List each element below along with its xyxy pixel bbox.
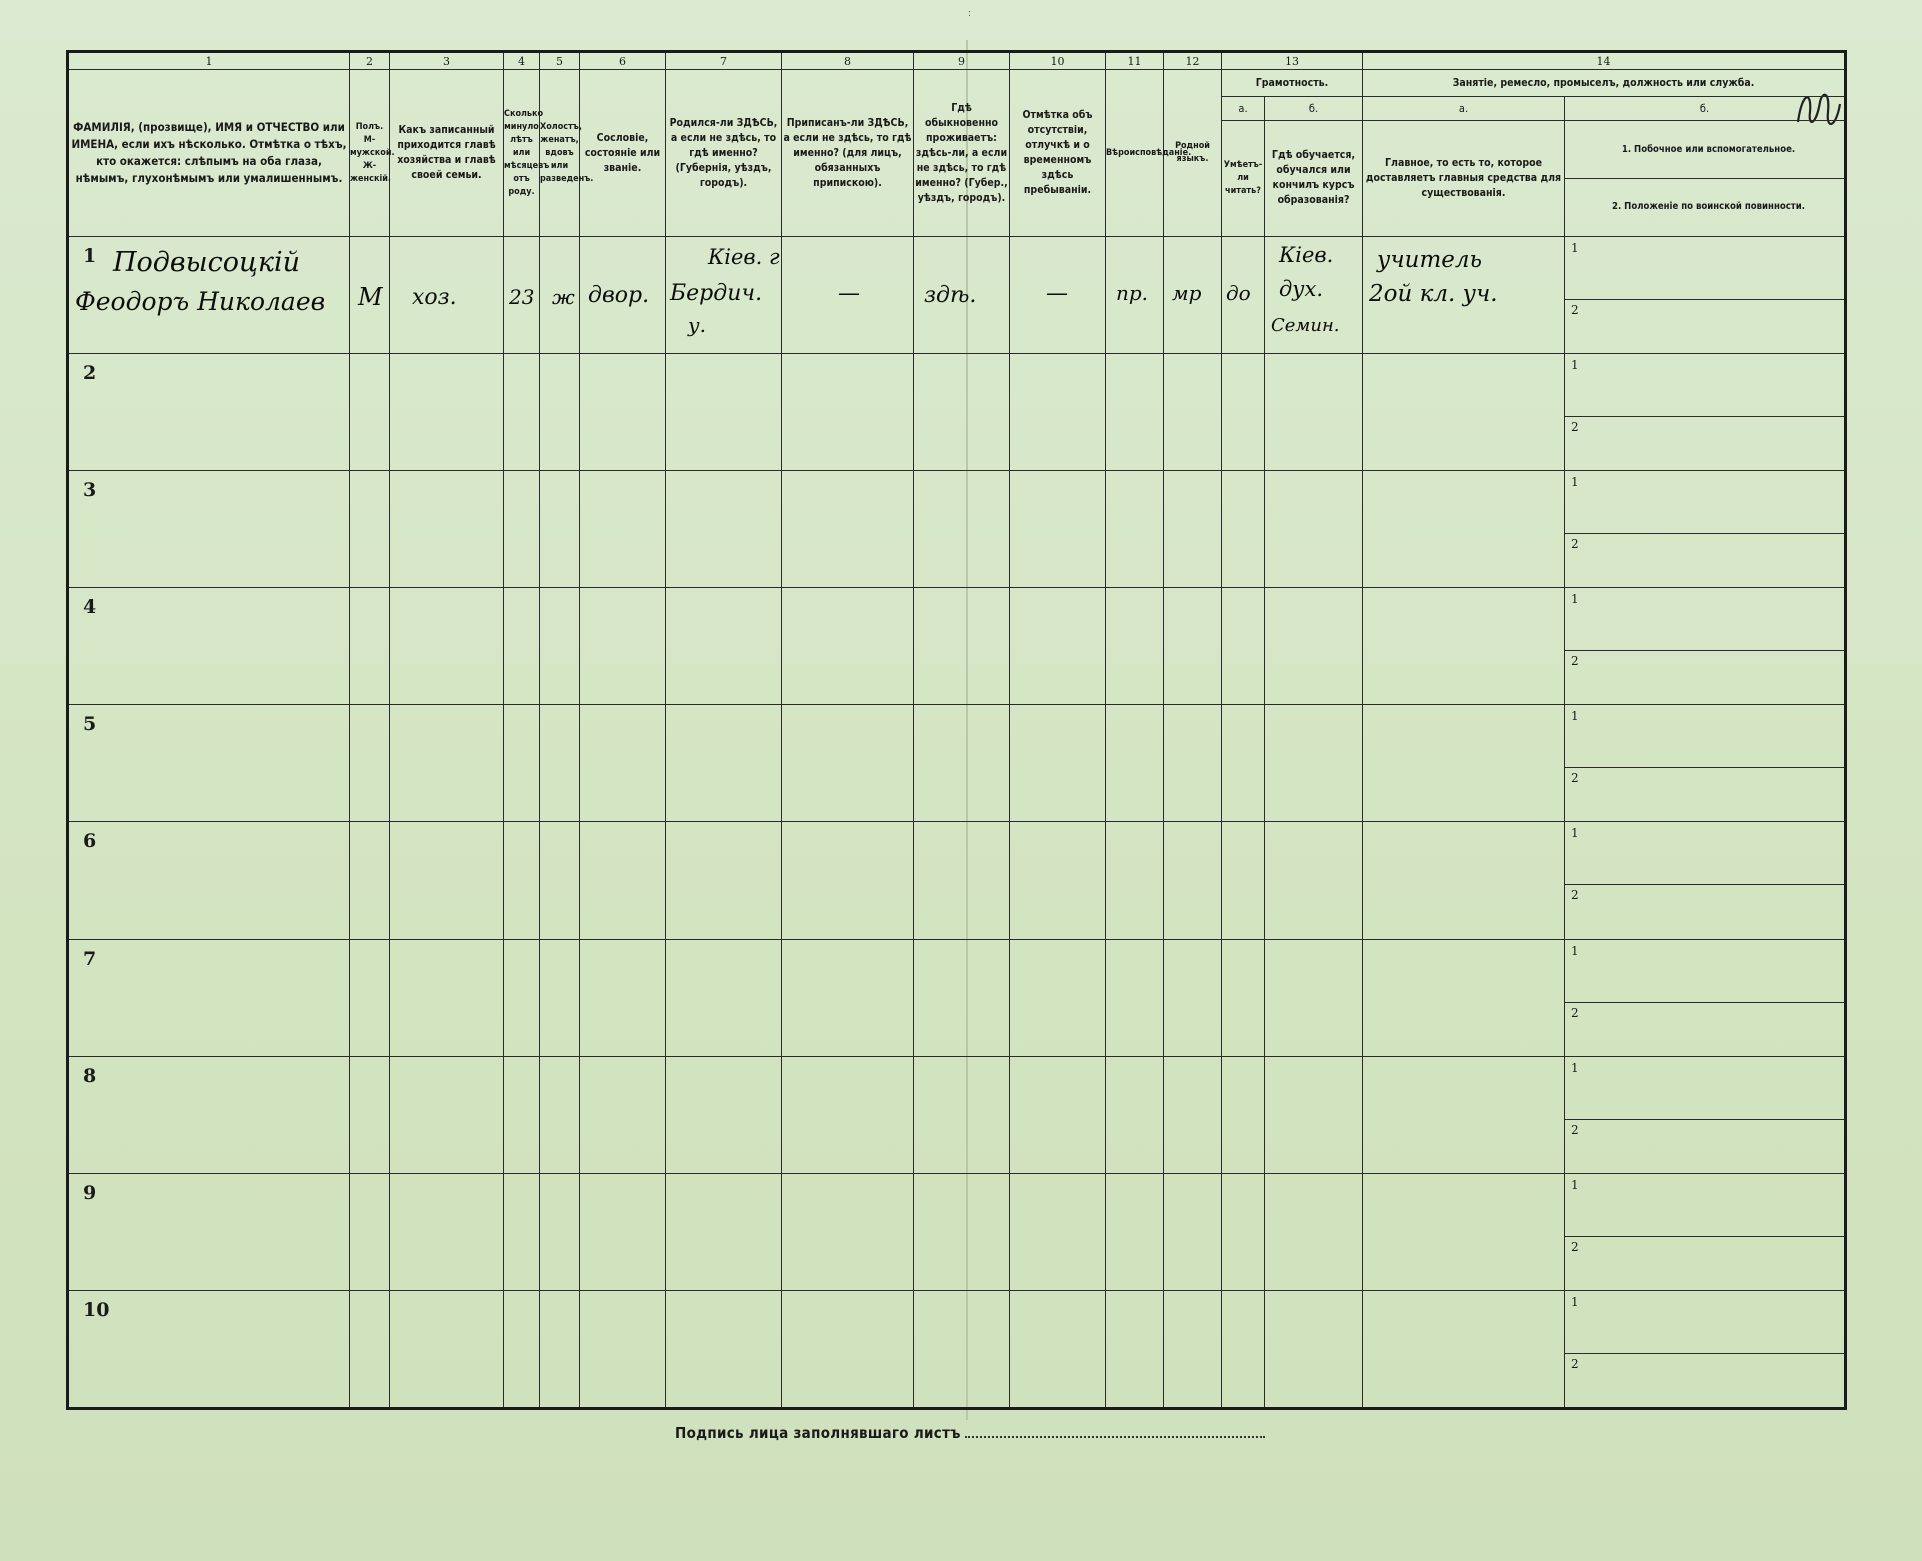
row-cell-col-9[interactable] — [914, 1056, 1010, 1173]
row-cell-col-4[interactable] — [504, 354, 540, 471]
row-cell-col-6[interactable] — [580, 822, 666, 939]
row-cell-col-8[interactable] — [782, 588, 914, 705]
sub-line-2-label: 2 — [1571, 537, 1579, 552]
colnum-13: 13 — [1222, 52, 1363, 70]
row-name-cell[interactable] — [68, 939, 350, 1056]
row-secondary-cell[interactable] — [1565, 822, 1846, 939]
signature-line — [675, 1424, 1265, 1442]
sub-divider — [1565, 1119, 1844, 1120]
header-absence: Отмѣтка объ отсутствіи, отлучкѣ и о временномъ здѣсь пребываніи. — [1010, 70, 1106, 237]
row-cell-col-4[interactable] — [504, 939, 540, 1056]
header-14b-label: б. — [1565, 97, 1846, 120]
row-cell-col-13[interactable] — [1222, 705, 1265, 822]
entry-birthplace-3: у. — [688, 313, 706, 337]
sub-line-2-label: 2 — [1571, 1005, 1579, 1020]
entry-education-3: Семин. — [1271, 315, 1340, 336]
header-language: Родной языкъ. — [1164, 70, 1222, 237]
row-cell-col-9[interactable] — [914, 705, 1010, 822]
row-cell-col-10[interactable] — [1010, 237, 1106, 354]
row-secondary-cell[interactable] — [1565, 705, 1846, 822]
row-name-cell[interactable] — [68, 471, 350, 588]
header-sex: Полъ. М-мужской. Ж-женскій. — [350, 70, 390, 237]
row-cell-col-3[interactable] — [390, 588, 504, 705]
colnum-6: 6 — [580, 52, 666, 70]
table-row — [68, 588, 1846, 705]
header-estate: Сословіе, состояніе или званіе. — [580, 70, 666, 237]
row-cell-col-11[interactable] — [1106, 822, 1164, 939]
header-birthplace: Родился-ли ЗДѢСЬ, а если не здѣсь, то гдѣ именно? (Губернія, уѣздъ, городъ). — [666, 70, 782, 237]
sub-line-2-label: 2 — [1571, 1356, 1579, 1371]
header-row-1 — [68, 70, 1846, 97]
row-number: 3 — [83, 479, 97, 502]
row-cell-col-13[interactable] — [1222, 939, 1265, 1056]
row-cell-col-6[interactable] — [580, 471, 666, 588]
row-secondary-cell[interactable] — [1565, 1173, 1846, 1290]
row-number: 5 — [83, 713, 97, 736]
row-cell-col-11[interactable] — [1106, 354, 1164, 471]
header-age: Сколько минуло лѣтъ или мѣсяцевъ отъ роду. — [504, 70, 540, 237]
row-cell-col-3[interactable] — [390, 354, 504, 471]
sub-divider — [1565, 650, 1844, 651]
header-occupation: Занятіе, ремесло, промыселъ, должность или служба. — [1363, 70, 1846, 97]
row-cell-col-8[interactable] — [782, 354, 914, 471]
sub-divider — [1565, 767, 1844, 768]
header-literacy: Грамотность. — [1222, 70, 1363, 97]
sub-divider — [1565, 884, 1844, 885]
row-cell-col-5[interactable] — [540, 471, 580, 588]
row-cell-col-15[interactable] — [1363, 588, 1565, 705]
sub-line-1-label: 1 — [1571, 475, 1579, 490]
row-cell-col-5[interactable] — [540, 588, 580, 705]
row-cell-col-14[interactable] — [1265, 822, 1363, 939]
row-cell-col-3[interactable] — [390, 705, 504, 822]
entry-sex: М — [358, 283, 383, 311]
row-secondary-cell[interactable] — [1565, 1056, 1846, 1173]
signature-label: Подпись лица заполнявшаго листъ — [675, 1424, 961, 1442]
row-cell-col-14[interactable] — [1265, 354, 1363, 471]
row-cell-col-4[interactable] — [504, 1173, 540, 1290]
row-cell-col-11[interactable] — [1106, 705, 1164, 822]
header-secondary-occupation — [1565, 120, 1846, 236]
colnum-4: 4 — [504, 52, 540, 70]
row-secondary-cell[interactable] — [1565, 354, 1846, 471]
row-name-cell[interactable] — [68, 1056, 350, 1173]
sub-line-1-label: 1 — [1571, 826, 1579, 841]
entry-marital: ж — [552, 285, 575, 309]
sub-line-2-label: 2 — [1571, 771, 1579, 786]
row-cell-col-3[interactable] — [390, 237, 504, 354]
row-secondary-cell[interactable] — [1565, 939, 1846, 1056]
row-cell-col-13[interactable] — [1222, 588, 1265, 705]
row-secondary-cell[interactable] — [1565, 471, 1846, 588]
row-cell-col-4[interactable] — [504, 588, 540, 705]
row-name-cell[interactable] — [68, 822, 350, 939]
sub-line-2-label: 2 — [1571, 420, 1579, 435]
entry-absence: — — [1046, 281, 1068, 306]
row-cell-col-8[interactable] — [782, 939, 914, 1056]
table-row — [68, 705, 1846, 822]
row-cell-col-5[interactable] — [540, 1056, 580, 1173]
row-cell-col-13[interactable] — [1222, 1173, 1265, 1290]
row-cell-col-4[interactable] — [504, 705, 540, 822]
row-name-cell[interactable] — [68, 1173, 350, 1290]
header-registered: Приписанъ-ли ЗДѢСЬ, а если не здѣсь, то гдѣ именно? (для лицъ, обязанныхъ припискою). — [782, 70, 914, 237]
row-number: 8 — [83, 1064, 97, 1087]
sub-divider — [1565, 1353, 1844, 1354]
row-cell-col-7[interactable] — [666, 1056, 782, 1173]
colnum-5: 5 — [540, 52, 580, 70]
row-cell-col-6[interactable] — [580, 1173, 666, 1290]
row-cell-col-13[interactable] — [1222, 1290, 1265, 1408]
table-row — [68, 354, 1846, 471]
row-cell-col-4[interactable] — [504, 471, 540, 588]
sub-divider — [1565, 299, 1844, 300]
row-cell-col-12[interactable] — [1164, 705, 1222, 822]
row-cell-col-3[interactable] — [390, 471, 504, 588]
row-cell-col-5[interactable] — [540, 939, 580, 1056]
entry-given-names: Феодоръ Николаев — [75, 287, 326, 316]
entry-surname: Подвысоцкій — [113, 247, 300, 278]
row-cell-col-11[interactable] — [1106, 1173, 1164, 1290]
row-cell-col-5[interactable] — [540, 705, 580, 822]
entry-relation: хоз. — [412, 285, 457, 310]
sub-divider — [1565, 1002, 1844, 1003]
table-row — [68, 471, 1846, 588]
row-cell-col-12[interactable] — [1164, 1056, 1222, 1173]
row-cell-col-2[interactable] — [350, 354, 390, 471]
row-name-cell[interactable] — [68, 354, 350, 471]
row-cell-col-9[interactable] — [914, 1173, 1010, 1290]
entry-birthplace-1: Кіев. г — [708, 245, 780, 269]
sub-divider — [1565, 533, 1844, 534]
row-cell-col-6[interactable] — [580, 1056, 666, 1173]
row-cell-col-13[interactable] — [1222, 822, 1265, 939]
row-cell-col-14[interactable] — [1265, 237, 1363, 354]
row-cell-col-4[interactable] — [504, 1056, 540, 1173]
sub-line-2-label: 2 — [1571, 1122, 1579, 1137]
row-cell-col-9[interactable] — [914, 939, 1010, 1056]
row-secondary-cell[interactable] — [1565, 237, 1846, 354]
row-cell-col-13[interactable] — [1222, 1056, 1265, 1173]
entry-residence: здѣ. — [924, 283, 977, 308]
row-cell-col-14[interactable] — [1265, 1290, 1363, 1408]
census-table — [66, 50, 1847, 1410]
row-cell-col-14[interactable] — [1265, 1056, 1363, 1173]
entry-religion: пр. — [1116, 281, 1149, 305]
column-numbers-row — [68, 52, 1846, 70]
row-cell-col-14[interactable] — [1265, 939, 1363, 1056]
row-cell-col-6[interactable] — [580, 237, 666, 354]
row-cell-col-4[interactable] — [504, 237, 540, 354]
sub-line-1-label: 1 — [1571, 1060, 1579, 1075]
row-cell-col-2[interactable] — [350, 1173, 390, 1290]
row-cell-col-12[interactable] — [1164, 237, 1222, 354]
row-cell-col-15[interactable] — [1363, 237, 1565, 354]
row-cell-col-10[interactable] — [1010, 822, 1106, 939]
entry-occupation-2: 2ой кл. уч. — [1369, 281, 1498, 307]
header-13b-label: б. — [1265, 97, 1363, 120]
entry-age: 23 — [509, 285, 535, 309]
header-14b-2: 2. Положеніе по воинской повинности. — [1612, 201, 1805, 213]
row-cell-col-6[interactable] — [580, 939, 666, 1056]
entry-registered: — — [838, 281, 860, 306]
row-cell-col-15[interactable] — [1363, 1056, 1565, 1173]
row-cell-col-15[interactable] — [1363, 705, 1565, 822]
row-cell-col-13[interactable] — [1222, 237, 1265, 354]
row-cell-col-10[interactable] — [1010, 354, 1106, 471]
row-cell-col-2[interactable] — [350, 471, 390, 588]
row-name-cell[interactable] — [68, 705, 350, 822]
entry-literate: до — [1226, 281, 1251, 305]
entry-education-1: Кіев. — [1279, 243, 1334, 267]
row-cell-col-10[interactable] — [1010, 1056, 1106, 1173]
row-cell-col-10[interactable] — [1010, 705, 1106, 822]
row-cell-col-15[interactable] — [1363, 471, 1565, 588]
row-cell-col-9[interactable] — [914, 588, 1010, 705]
row-number: 4 — [83, 596, 97, 619]
row-cell-col-9[interactable] — [914, 822, 1010, 939]
row-cell-col-14[interactable] — [1265, 588, 1363, 705]
row-cell-col-7[interactable] — [666, 354, 782, 471]
row-cell-col-5[interactable] — [540, 822, 580, 939]
row-cell-col-14[interactable] — [1265, 705, 1363, 822]
entry-estate: двор. — [588, 283, 650, 308]
colnum-12: 12 — [1164, 52, 1222, 70]
row-cell-col-2[interactable] — [350, 237, 390, 354]
row-cell-col-7[interactable] — [666, 471, 782, 588]
row-cell-col-12[interactable] — [1164, 588, 1222, 705]
sub-divider — [1565, 416, 1844, 417]
row-cell-col-8[interactable] — [782, 1173, 914, 1290]
row-cell-col-8[interactable] — [782, 822, 914, 939]
signature-field[interactable] — [965, 1436, 1265, 1438]
row-cell-col-5[interactable] — [540, 354, 580, 471]
row-cell-col-7[interactable] — [666, 705, 782, 822]
row-cell-col-2[interactable] — [350, 1290, 390, 1408]
sub-line-1-label: 1 — [1571, 358, 1579, 373]
row-cell-col-13[interactable] — [1222, 354, 1265, 471]
row-cell-col-8[interactable] — [782, 471, 914, 588]
row-cell-col-15[interactable] — [1363, 939, 1565, 1056]
row-secondary-cell[interactable] — [1565, 1290, 1846, 1408]
sub-line-2-label: 2 — [1571, 303, 1579, 317]
sub-line-1-label: 1 — [1571, 1177, 1579, 1192]
entry-education-2: дух. — [1279, 277, 1324, 301]
header-14a-label: а. — [1363, 97, 1565, 120]
header-residence: Гдѣ обыкновенно проживаетъ: здѣсь-ли, а если не здѣсь, то гдѣ именно? (Губер., уѣздъ, городъ). — [914, 70, 1010, 237]
row-cell-col-15[interactable] — [1363, 1290, 1565, 1408]
table-row — [68, 1173, 1846, 1290]
header-religion: Вѣроисповѣданіе. — [1106, 70, 1164, 237]
row-number: 1 — [83, 245, 97, 267]
row-number: 10 — [83, 1298, 110, 1321]
colnum-11: 11 — [1106, 52, 1164, 70]
table-row — [68, 1056, 1846, 1173]
row-cell-col-10[interactable] — [1010, 588, 1106, 705]
table-row — [68, 939, 1846, 1056]
row-cell-col-11[interactable] — [1106, 1056, 1164, 1173]
colnum-1: 1 — [68, 52, 350, 70]
row-number: 7 — [83, 947, 97, 970]
row-name-cell[interactable] — [68, 588, 350, 705]
row-cell-col-11[interactable] — [1106, 939, 1164, 1056]
row-cell-col-5[interactable] — [540, 1290, 580, 1408]
row-cell-col-9[interactable] — [914, 354, 1010, 471]
row-cell-col-12[interactable] — [1164, 1173, 1222, 1290]
colnum-8: 8 — [782, 52, 914, 70]
header-main-occupation: Главное, то есть то, которое доставляетъ главныя средства для существованія. — [1363, 120, 1565, 236]
row-cell-col-14[interactable] — [1265, 471, 1363, 588]
row-cell-col-11[interactable] — [1106, 471, 1164, 588]
colnum-9: 9 — [914, 52, 1010, 70]
row-cell-col-8[interactable] — [782, 1056, 914, 1173]
row-cell-col-3[interactable] — [390, 939, 504, 1056]
census-rows — [68, 237, 1846, 1409]
row-cell-col-15[interactable] — [1363, 822, 1565, 939]
colnum-14: 14 — [1363, 52, 1846, 70]
entry-language: мр — [1172, 281, 1202, 305]
header-education: Гдѣ обучается, обучался или кончилъ курсъ образованія? — [1265, 120, 1363, 236]
table-row — [68, 1290, 1846, 1408]
row-cell-col-9[interactable] — [914, 471, 1010, 588]
row-cell-col-8[interactable] — [782, 1290, 914, 1408]
row-number: 6 — [83, 830, 97, 853]
row-cell-col-9[interactable] — [914, 1290, 1010, 1408]
entry-birthplace-2: Бердич. — [670, 281, 763, 306]
row-cell-col-7[interactable] — [666, 237, 782, 354]
row-cell-col-7[interactable] — [666, 939, 782, 1056]
row-cell-col-11[interactable] — [1106, 1290, 1164, 1408]
row-cell-col-12[interactable] — [1164, 822, 1222, 939]
row-cell-col-2[interactable] — [350, 705, 390, 822]
row-cell-col-6[interactable] — [580, 588, 666, 705]
row-cell-col-6[interactable] — [580, 705, 666, 822]
row-cell-col-11[interactable] — [1106, 588, 1164, 705]
row-cell-col-3[interactable] — [390, 822, 504, 939]
row-cell-col-4[interactable] — [504, 822, 540, 939]
row-name-cell[interactable] — [68, 237, 350, 354]
row-cell-col-12[interactable] — [1164, 354, 1222, 471]
row-cell-col-7[interactable] — [666, 1290, 782, 1408]
colnum-7: 7 — [666, 52, 782, 70]
table-row — [68, 822, 1846, 939]
row-cell-col-15[interactable] — [1363, 354, 1565, 471]
row-cell-col-2[interactable] — [350, 588, 390, 705]
sub-line-2-label: 2 — [1571, 888, 1579, 903]
row-cell-col-3[interactable] — [390, 1173, 504, 1290]
row-cell-col-6[interactable] — [580, 354, 666, 471]
row-cell-col-2[interactable] — [350, 822, 390, 939]
header-can-read: Умѣетъ-ли читать? — [1222, 120, 1265, 236]
row-number: 2 — [83, 362, 97, 385]
sheet-mark: : — [968, 8, 972, 19]
entry-occupation-1: учитель — [1377, 247, 1483, 273]
row-cell-col-2[interactable] — [350, 1056, 390, 1173]
colnum-2: 2 — [350, 52, 390, 70]
sub-line-2-label: 2 — [1571, 654, 1579, 669]
row-cell-col-5[interactable] — [540, 1173, 580, 1290]
colnum-3: 3 — [390, 52, 504, 70]
row-cell-col-2[interactable] — [350, 939, 390, 1056]
row-cell-col-12[interactable] — [1164, 471, 1222, 588]
row-cell-col-11[interactable] — [1106, 237, 1164, 354]
row-cell-col-5[interactable] — [540, 237, 580, 354]
sub-line-2-label: 2 — [1571, 1239, 1579, 1254]
sub-line-1-label: 1 — [1571, 1294, 1579, 1309]
row-cell-col-7[interactable] — [666, 588, 782, 705]
sub-line-1-label: 1 — [1571, 943, 1579, 958]
colnum-10: 10 — [1010, 52, 1106, 70]
row-cell-col-12[interactable] — [1164, 939, 1222, 1056]
row-cell-col-6[interactable] — [580, 1290, 666, 1408]
header-13a-label: а. — [1222, 97, 1265, 120]
row-cell-col-13[interactable] — [1222, 471, 1265, 588]
row-cell-col-3[interactable] — [390, 1056, 504, 1173]
row-cell-col-8[interactable] — [782, 237, 914, 354]
row-name-cell[interactable] — [68, 1290, 350, 1408]
row-cell-col-15[interactable] — [1363, 1173, 1565, 1290]
row-secondary-cell[interactable] — [1565, 588, 1846, 705]
row-number: 9 — [83, 1181, 97, 1204]
row-cell-col-14[interactable] — [1265, 1173, 1363, 1290]
row-cell-col-10[interactable] — [1010, 471, 1106, 588]
row-cell-col-8[interactable] — [782, 705, 914, 822]
sub-line-1-label: 1 — [1571, 241, 1579, 255]
table-row — [68, 237, 1846, 354]
row-cell-col-7[interactable] — [666, 822, 782, 939]
row-cell-col-12[interactable] — [1164, 1290, 1222, 1408]
row-cell-col-9[interactable] — [914, 237, 1010, 354]
row-cell-col-10[interactable] — [1010, 1173, 1106, 1290]
row-cell-col-7[interactable] — [666, 1173, 782, 1290]
header-relation: Какъ записанный приходится главѣ хозяйства и главѣ своей семьи. — [390, 70, 504, 237]
header-name: ФАМИЛІЯ, (прозвище), ИМЯ и ОТЧЕСТВО или ИМЕНА, если ихъ нѣсколько. Отмѣтка о тѣхъ, кто окажется: слѣпымъ на оба глаза, нѣмымъ, глухонѣмымъ или умалишеннымъ. — [68, 70, 350, 237]
row-cell-col-10[interactable] — [1010, 1290, 1106, 1408]
sub-line-1-label: 1 — [1571, 592, 1579, 607]
header-marital: Холостъ, женатъ, вдовъ или разведенъ. — [540, 70, 580, 237]
header-14b-1: 1. Побочное или вспомогательное. — [1565, 121, 1844, 179]
sub-divider — [1565, 1236, 1844, 1237]
row-cell-col-3[interactable] — [390, 1290, 504, 1408]
sub-line-1-label: 1 — [1571, 709, 1579, 724]
row-cell-col-4[interactable] — [504, 1290, 540, 1408]
row-cell-col-10[interactable] — [1010, 939, 1106, 1056]
